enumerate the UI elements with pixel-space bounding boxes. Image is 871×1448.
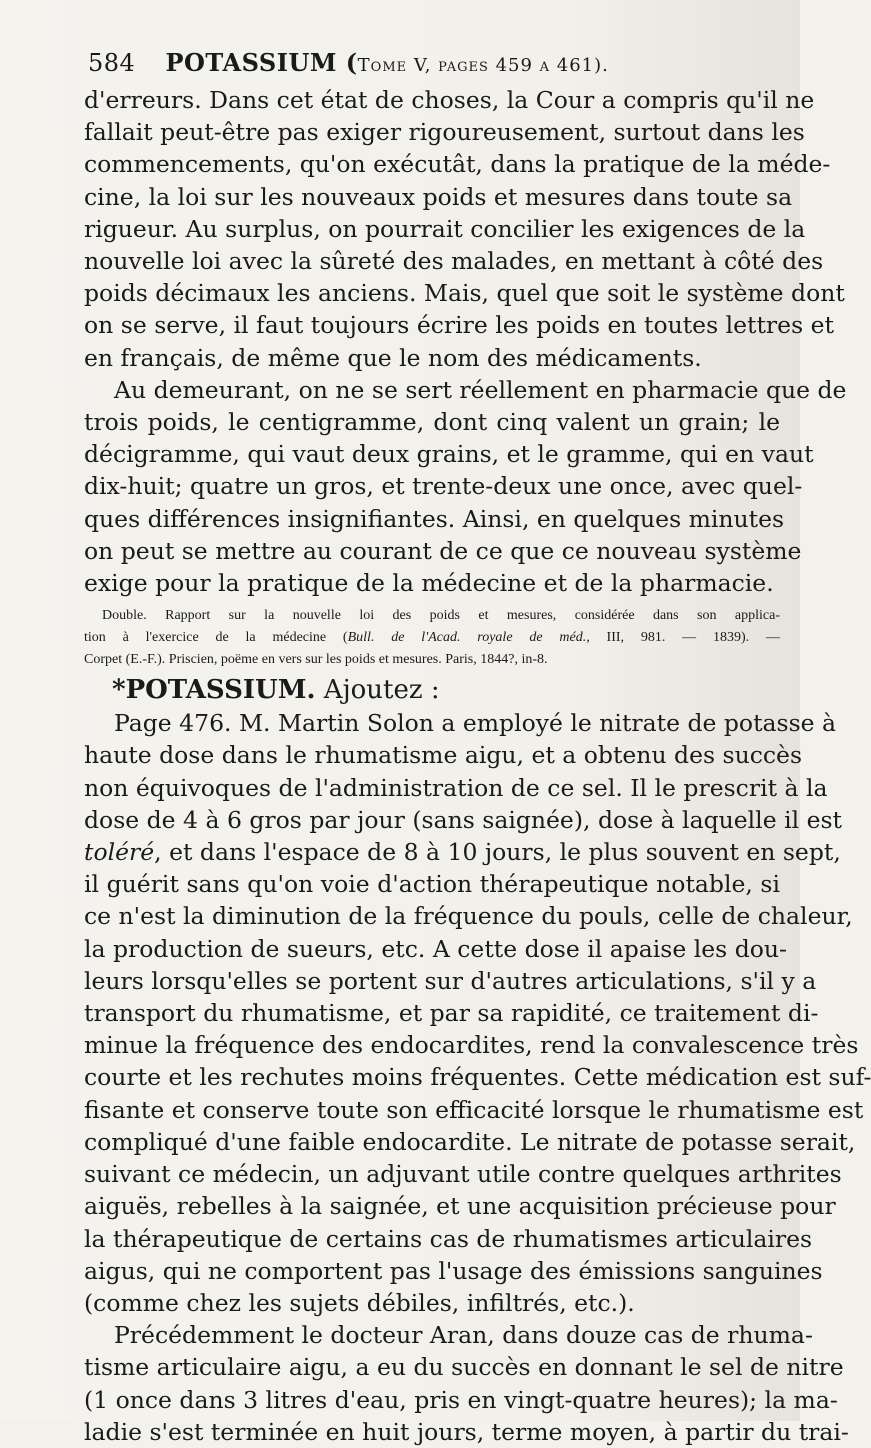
text-line: Page 476. M. Martin Solon a employé le nitrate de potasse à [114, 709, 837, 738]
text-line: en français, de même que le nom des médicaments. [84, 343, 702, 372]
text-line: transport du rhumatisme, et par sa rapidité, ce traitement di- [84, 999, 819, 1028]
heading-title: *POTASSIUM. [112, 675, 316, 706]
text-line: poids décimaux les anciens. Mais, quel que soit le système dont [84, 279, 845, 308]
text-line: Précédemment le docteur Aran, dans douze cas de rhuma- [114, 1321, 813, 1350]
page-number: 584 [88, 49, 136, 77]
bibliography-notes [84, 605, 780, 671]
heading-suffix: Ajoutez : [315, 675, 440, 706]
running-title: POTASSIUM (Tome V, pages 459 a 461). [165, 48, 609, 77]
text-line: haute dose dans le rhumatisme aigu, et a obtenu des succès [84, 741, 803, 770]
body-text [84, 84, 871, 1448]
text-line: courte et les rechutes moins fréquentes. Cette médication est suf- [84, 1063, 871, 1092]
section-heading [84, 673, 780, 707]
note-line: tion à l'exercice de la médecine (Bull. de l'Acad. royale de méd., III, 981. — 1839). — [84, 630, 780, 646]
paragraph-3 [84, 707, 871, 1319]
text-line: dose de 4 à 6 gros par jour (sans saignée), dose à laquelle il est [84, 805, 842, 834]
text-line: la thérapeutique de certains cas de rhumatismes articulaires [84, 1224, 813, 1253]
text-line: décigramme, qui vaut deux grains, et le gramme, qui en vaut [84, 440, 814, 469]
paragraph-1 [84, 84, 845, 374]
text-line: fisante et conserve toute son efficacité lorsque le rhumatisme est [84, 1095, 864, 1124]
text-line: on peut se mettre au courant de ce que ce nouveau système [84, 536, 802, 565]
note-line: Double. Rapport sur la nouvelle loi des poids et mesures, considérée dans son applica- [102, 608, 780, 624]
text-line: commencements, qu'on exécutât, dans la pratique de la méde- [84, 150, 831, 179]
note-line: Corpet (E.-F.). Priscien, poëme en vers sur les poids et mesures. Paris, 1844?, in-8. [84, 652, 548, 668]
text-line: rigueur. Au surplus, on pourrait concilier les exigences de la [84, 214, 806, 243]
text-line: (1 once dans 3 litres d'eau, pris en vingt-quatre heures); la ma- [84, 1385, 838, 1414]
text-line: ladie s'est terminée en huit jours, terme moyen, à partir du trai- [84, 1417, 849, 1446]
running-header [88, 48, 778, 77]
text-line: non équivoques de l'administration de ce sel. Il le prescrit à la [84, 773, 828, 802]
text-line: ques différences insignifiantes. Ainsi, en quelques minutes [84, 504, 785, 533]
text-line: cine, la loi sur les nouveaux poids et mesures dans toute sa [84, 182, 793, 211]
text-line: on se serve, il faut toujours écrire les poids en toutes lettres et [84, 311, 834, 340]
text-line: compliqué d'une faible endocardite. Le nitrate de potasse serait, [84, 1127, 856, 1156]
text-line: tisme articulaire aigu, a eu du succès en donnant le sel de nitre [84, 1353, 844, 1382]
text-line: (comme chez les sujets débiles, infiltrés, etc.). [84, 1288, 635, 1317]
text-line: Au demeurant, on ne se sert réellement en pharmacie que de [114, 375, 847, 404]
text-line: minue la fréquence des endocardites, rend la convalescence très [84, 1031, 859, 1060]
paragraph-4 [84, 1319, 849, 1448]
text-line: toléré, et dans l'espace de 8 à 10 jours, le plus souvent en sept, [84, 838, 841, 867]
text-line: dix-huit; quatre un gros, et trente-deux une once, avec quel- [84, 472, 803, 501]
text-line: aiguës, rebelles à la saignée, et une acquisition précieuse pour [84, 1192, 836, 1221]
text-line: ce n'est la diminution de la fréquence du pouls, celle de chaleur, [84, 902, 853, 931]
text-line: exige pour la pratique de la médecine et de la pharmacie. [84, 569, 774, 598]
text-line: il guérit sans qu'on voie d'action thérapeutique notable, si [84, 870, 780, 899]
paragraph-2 [84, 374, 847, 599]
text-line: leurs lorsqu'elles se portent sur d'autres articulations, s'il y a [84, 966, 817, 995]
text-line: nouvelle loi avec la sûreté des malades, en mettant à côté des [84, 247, 824, 276]
text-line: la production de sueurs, etc. A cette dose il apaise les dou- [84, 934, 787, 963]
text-line: trois poids, le centigramme, dont cinq valent un grain; le [84, 408, 780, 437]
text-line: aigus, qui ne comportent pas l'usage des émissions sanguines [84, 1256, 823, 1285]
text-line: fallait peut-être pas exiger rigoureusement, surtout dans les [84, 118, 805, 147]
text-line: d'erreurs. Dans cet état de choses, la Cour a compris qu'il ne [84, 86, 815, 114]
text-line: suivant ce médecin, un adjuvant utile contre quelques arthrites [84, 1160, 842, 1189]
